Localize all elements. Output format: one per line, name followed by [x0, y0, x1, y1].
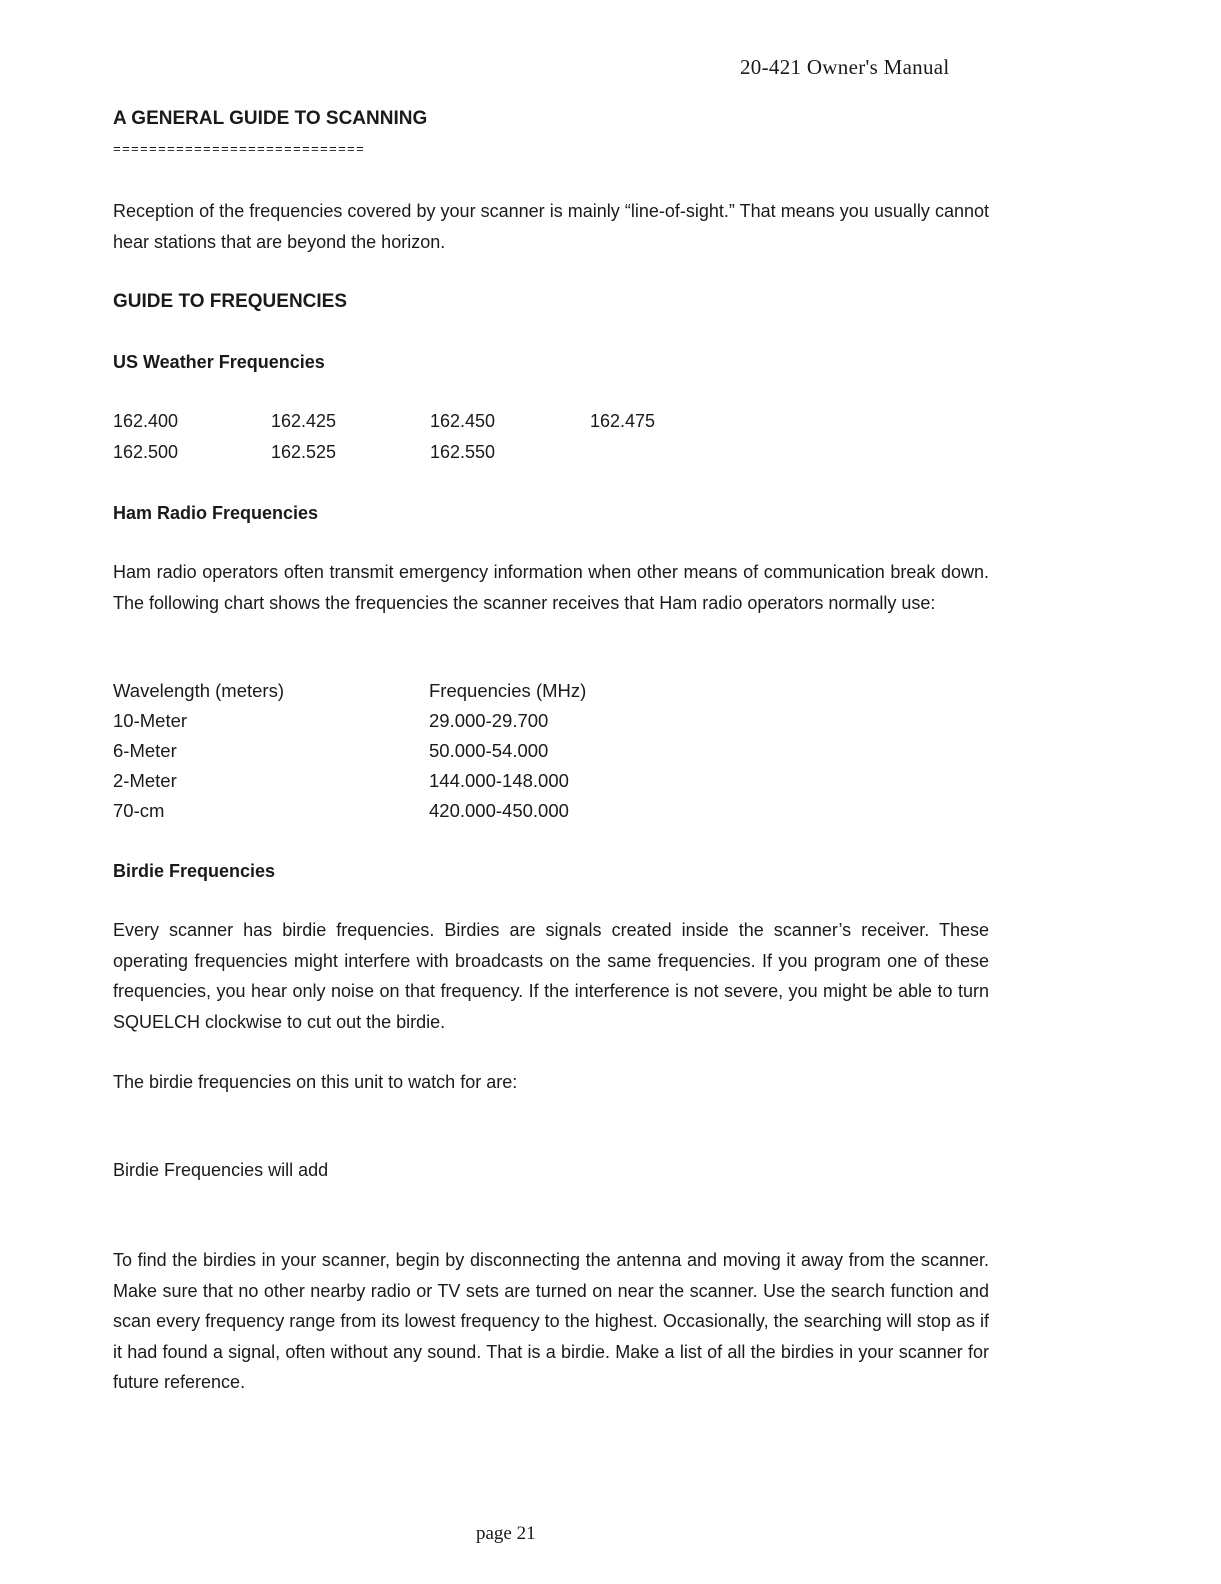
weather-freq: 162.525 [271, 442, 337, 462]
intro-paragraph: Reception of the frequencies covered by your scanner is mainly “line-of-sight.” That means you usually cannot hear stations that are beyond the horizon. [113, 201, 989, 252]
birdie-placeholder: Birdie Frequencies will add [113, 1160, 329, 1180]
weather-freq: 162.475 [590, 411, 656, 431]
ham-table-row [113, 770, 813, 794]
ham-table-row [113, 740, 813, 764]
ham-range: 144.000-148.000 [429, 770, 569, 791]
weather-heading: US Weather Frequencies [113, 352, 325, 372]
weather-freq: 162.425 [271, 411, 337, 431]
birdie-heading: Birdie Frequencies [113, 861, 276, 881]
heading-underline: ============================ [113, 142, 366, 157]
weather-row [113, 442, 813, 466]
ham-range: 420.000-450.000 [429, 800, 569, 821]
guide-heading: GUIDE TO FREQUENCIES [113, 291, 348, 312]
weather-freq: 162.450 [430, 411, 496, 431]
birdie-list-intro: The birdie frequencies on this unit to watch for are: [113, 1072, 518, 1092]
ham-band: 2-Meter [113, 770, 177, 791]
weather-freq: 162.550 [430, 442, 496, 462]
ham-table-row [113, 710, 813, 734]
ham-table-header [113, 680, 813, 704]
ham-heading: Ham Radio Frequencies [113, 503, 319, 523]
ham-col-header: Wavelength (meters) [113, 680, 285, 701]
weather-freq: 162.400 [113, 411, 179, 431]
page-number: page 21 [476, 1523, 536, 1544]
page-header: 20-421 Owner's Manual [740, 55, 950, 79]
birdie-paragraph: Every scanner has birdie frequencies. Birdies are signals created inside the scanner’s receiver. These operating frequencies might interfere with broadcasts on the same frequencies. If you program one of these frequencies, you hear only noise on that frequency. If the interference is not severe, you might be able to turn SQUELCH clockwise to cut out the birdie. [113, 920, 989, 1032]
weather-row [113, 411, 813, 435]
ham-band: 6-Meter [113, 740, 177, 761]
ham-band: 70-cm [113, 800, 165, 821]
ham-range: 29.000-29.700 [429, 710, 549, 731]
birdie-instructions: To find the birdies in your scanner, begin by disconnecting the antenna and moving it away from the scanner. Make sure that no other nearby radio or TV sets are turned on near the scanner. Use the search function and scan every frequency range from its lowest frequency to the highest. Occasionally, the searching will stop as if it had found a signal, often without any sound. That is a birdie. Make a list of all the birdies in your scanner for future reference. [113, 1250, 989, 1392]
main-heading: A GENERAL GUIDE TO SCANNING [113, 108, 428, 129]
weather-freq: 162.500 [113, 442, 179, 462]
ham-band: 10-Meter [113, 710, 188, 731]
ham-col-header: Frequencies (MHz) [429, 680, 587, 701]
ham-range: 50.000-54.000 [429, 740, 549, 761]
ham-paragraph: Ham radio operators often transmit emergency information when other means of communication break down. The following chart shows the frequencies the scanner receives that Ham radio operators normally use: [113, 562, 989, 613]
ham-table-row [113, 800, 813, 824]
